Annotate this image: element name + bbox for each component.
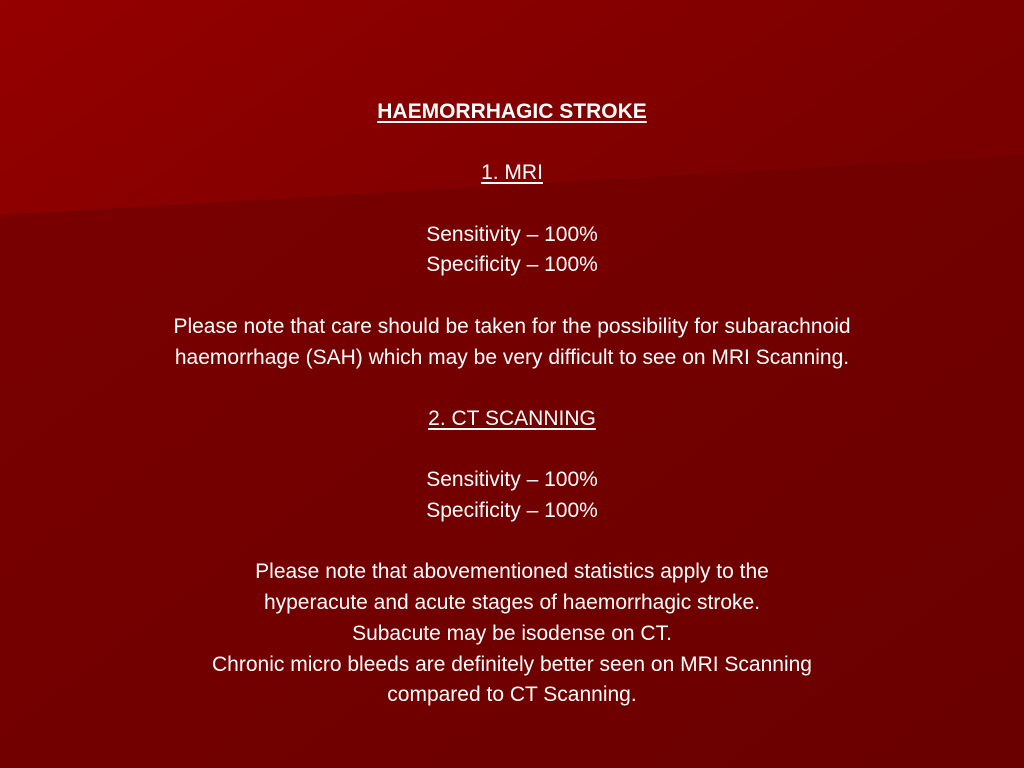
mri-note-line: haemorrhage (SAH) which may be very difficult to see on MRI Scanning. xyxy=(174,345,850,369)
ct-specificity: Specificity – 100% xyxy=(426,499,598,523)
section-heading-mri: 1. MRI xyxy=(481,161,543,185)
mri-note-line: Please note that care should be taken for the possibility for subarachnoid xyxy=(173,314,851,338)
section-heading-ct: 2. CT SCANNING xyxy=(428,406,596,430)
ct-sensitivity: Sensitivity – 100% xyxy=(426,468,598,492)
mri-specificity: Specificity – 100% xyxy=(426,253,598,277)
ct-note-line: Chronic micro bleeds are definitely better seen on MRI Scanning xyxy=(212,652,812,676)
ct-note-line: Please note that abovementioned statistics apply to the xyxy=(255,560,769,584)
ct-note-line: Subacute may be isodense on CT. xyxy=(352,621,672,645)
slide-title: HAEMORRHAGIC STROKE xyxy=(377,100,647,123)
ct-note-line: compared to CT Scanning. xyxy=(387,683,637,707)
mri-sensitivity: Sensitivity – 100% xyxy=(426,222,598,246)
ct-note-line: hyperacute and acute stages of haemorrhagic stroke. xyxy=(263,591,761,615)
slide-content xyxy=(0,97,1024,711)
